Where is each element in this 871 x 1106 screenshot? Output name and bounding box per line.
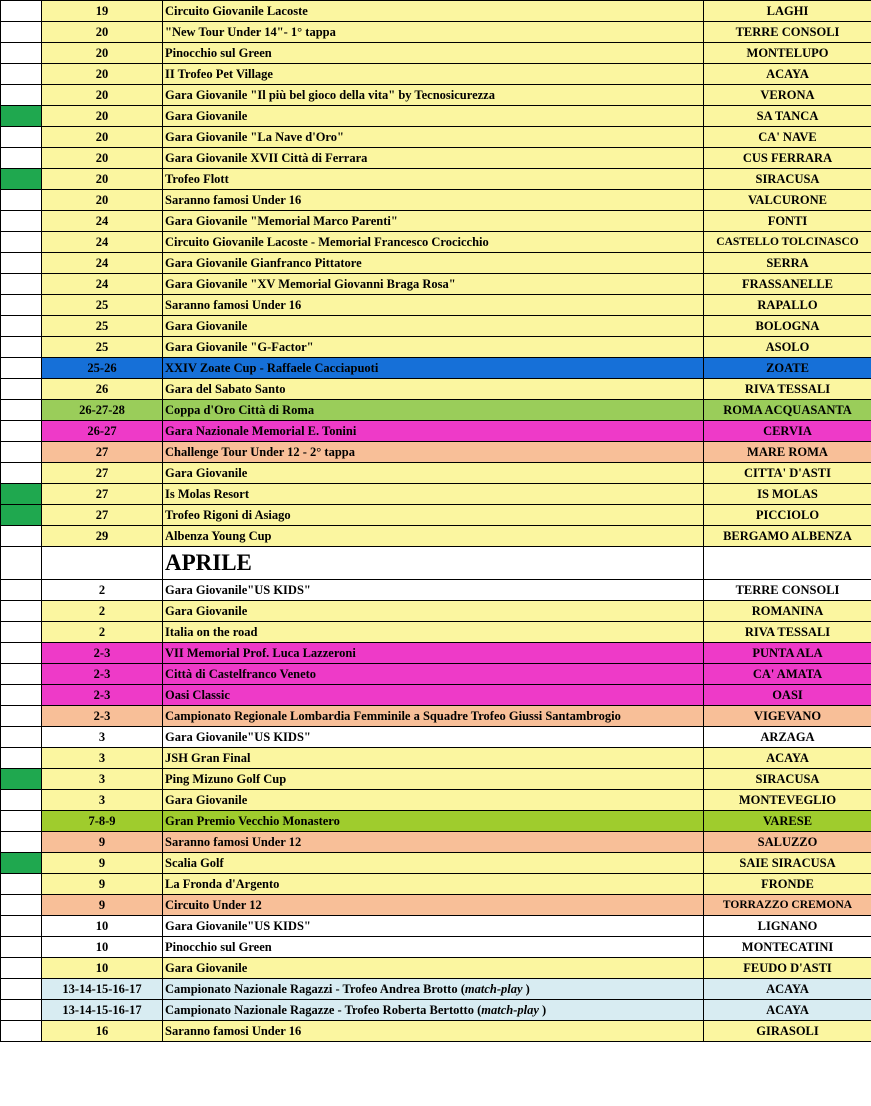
event-name: Gara Giovanile	[163, 601, 704, 622]
event-club: BOLOGNA	[704, 316, 871, 337]
event-row	[1, 622, 871, 643]
flag-cell	[1, 916, 42, 937]
event-club: ACAYA	[704, 748, 871, 769]
event-name: II Trofeo Pet Village	[163, 64, 704, 85]
event-club: MARE ROMA	[704, 442, 871, 463]
event-row	[1, 421, 871, 442]
event-name: Gara del Sabato Santo	[163, 379, 704, 400]
flag-cell	[1, 22, 42, 43]
flag-cell	[1, 421, 42, 442]
event-date: 2-3	[42, 664, 163, 685]
event-club: ASOLO	[704, 337, 871, 358]
event-name: Campionato Nazionale Ragazzi - Trofeo Andrea Brotto (match-play )	[163, 979, 704, 1000]
event-name: Gara Giovanile "XV Memorial Giovanni Braga Rosa"	[163, 274, 704, 295]
event-name: Gara Giovanile	[163, 790, 704, 811]
event-date: 2-3	[42, 643, 163, 664]
flag-cell	[1, 274, 42, 295]
event-club: RIVA TESSALI	[704, 379, 871, 400]
event-name: Scalia Golf	[163, 853, 704, 874]
event-date: 20	[42, 106, 163, 127]
event-name: Trofeo Rigoni di Asiago	[163, 505, 704, 526]
event-club: TERRE CONSOLI	[704, 22, 871, 43]
event-club: TORRAZZO CREMONA	[704, 895, 871, 916]
event-row	[1, 580, 871, 601]
event-row	[1, 664, 871, 685]
event-club: VERONA	[704, 85, 871, 106]
event-row	[1, 790, 871, 811]
flag-cell	[1, 706, 42, 727]
event-date: 27	[42, 442, 163, 463]
event-club: ZOATE	[704, 358, 871, 379]
event-date: 27	[42, 484, 163, 505]
event-date: 20	[42, 22, 163, 43]
event-row	[1, 727, 871, 748]
flag-cell	[1, 748, 42, 769]
event-date: 9	[42, 895, 163, 916]
event-name: Gran Premio Vecchio Monastero	[163, 811, 704, 832]
flag-cell	[1, 190, 42, 211]
date-cell	[42, 547, 163, 580]
event-name: JSH Gran Final	[163, 748, 704, 769]
flag-cell	[1, 664, 42, 685]
flag-cell	[1, 127, 42, 148]
event-row	[1, 358, 871, 379]
event-club: ACAYA	[704, 979, 871, 1000]
flag-cell	[1, 85, 42, 106]
event-row	[1, 295, 871, 316]
event-name: Gara Giovanile"US KIDS"	[163, 727, 704, 748]
event-date: 25	[42, 295, 163, 316]
event-date: 25-26	[42, 358, 163, 379]
event-row	[1, 1021, 871, 1042]
event-date: 2	[42, 580, 163, 601]
event-club: FEUDO D'ASTI	[704, 958, 871, 979]
event-name: Trofeo Flott	[163, 169, 704, 190]
event-name: Gara Giovanile "La Nave d'Oro"	[163, 127, 704, 148]
event-row	[1, 505, 871, 526]
event-name: Ping Mizuno Golf Cup	[163, 769, 704, 790]
event-club: MONTECATINI	[704, 937, 871, 958]
event-name: Is Molas Resort	[163, 484, 704, 505]
event-name: Circuito Giovanile Lacoste - Memorial Francesco Crocicchio	[163, 232, 704, 253]
event-row	[1, 601, 871, 622]
event-club: CA' AMATA	[704, 664, 871, 685]
event-date: 29	[42, 526, 163, 547]
event-date: 25	[42, 316, 163, 337]
flag-cell	[1, 463, 42, 484]
event-date: 24	[42, 232, 163, 253]
calendar-body	[1, 1, 871, 1042]
event-row	[1, 64, 871, 85]
event-date: 9	[42, 853, 163, 874]
event-club: OASI	[704, 685, 871, 706]
event-date: 3	[42, 727, 163, 748]
event-date: 20	[42, 43, 163, 64]
event-name: Circuito Under 12	[163, 895, 704, 916]
event-name: Gara Giovanile"US KIDS"	[163, 580, 704, 601]
event-club: MONTELUPO	[704, 43, 871, 64]
event-club: SIRACUSA	[704, 769, 871, 790]
event-name: Oasi Classic	[163, 685, 704, 706]
event-name: Campionato Regionale Lombardia Femminile a Squadre Trofeo Giussi Santambrogio	[163, 706, 704, 727]
event-row	[1, 400, 871, 421]
event-name: Gara Giovanile "Memorial Marco Parenti"	[163, 211, 704, 232]
flag-cell	[1, 685, 42, 706]
event-name: Gara Giovanile "Il più bel gioco della vita" by Tecnosicurezza	[163, 85, 704, 106]
event-row	[1, 274, 871, 295]
event-club: FONTI	[704, 211, 871, 232]
event-name: Gara Giovanile Gianfranco Pittatore	[163, 253, 704, 274]
flag-cell	[1, 400, 42, 421]
event-name: La Fronda d'Argento	[163, 874, 704, 895]
event-date: 10	[42, 916, 163, 937]
event-date: 13-14-15-16-17	[42, 979, 163, 1000]
event-row	[1, 442, 871, 463]
event-date: 3	[42, 769, 163, 790]
event-row	[1, 937, 871, 958]
event-row	[1, 748, 871, 769]
flag-cell	[1, 832, 42, 853]
event-name: Coppa d'Oro Città di Roma	[163, 400, 704, 421]
event-club: ACAYA	[704, 1000, 871, 1021]
flag-cell	[1, 937, 42, 958]
event-date: 13-14-15-16-17	[42, 1000, 163, 1021]
event-name: Campionato Nazionale Ragazze - Trofeo Roberta Bertotto (match-play )	[163, 1000, 704, 1021]
flag-cell	[1, 1000, 42, 1021]
event-name: Challenge Tour Under 12 - 2° tappa	[163, 442, 704, 463]
event-club: CERVIA	[704, 421, 871, 442]
flag-cell	[1, 979, 42, 1000]
event-club: SALUZZO	[704, 832, 871, 853]
event-date: 19	[42, 1, 163, 22]
event-club: LIGNANO	[704, 916, 871, 937]
event-name: "New Tour Under 14"- 1° tappa	[163, 22, 704, 43]
event-row	[1, 1, 871, 22]
flag-cell	[1, 358, 42, 379]
club-cell	[704, 547, 871, 580]
event-date: 2-3	[42, 706, 163, 727]
event-row	[1, 106, 871, 127]
event-row	[1, 526, 871, 547]
event-date: 2-3	[42, 685, 163, 706]
event-name: Pinocchio sul Green	[163, 937, 704, 958]
event-date: 2	[42, 622, 163, 643]
flag-cell	[1, 580, 42, 601]
event-club: VIGEVANO	[704, 706, 871, 727]
event-name: Gara Giovanile	[163, 316, 704, 337]
event-club: CASTELLO TOLCINASCO	[704, 232, 871, 253]
event-club: ROMA ACQUASANTA	[704, 400, 871, 421]
flag-cell	[1, 853, 42, 874]
event-row	[1, 127, 871, 148]
month-header-row	[1, 547, 871, 580]
event-club: BERGAMO ALBENZA	[704, 526, 871, 547]
event-club: IS MOLAS	[704, 484, 871, 505]
flag-cell	[1, 43, 42, 64]
flag-cell	[1, 643, 42, 664]
event-club: PUNTA ALA	[704, 643, 871, 664]
event-date: 7-8-9	[42, 811, 163, 832]
event-name: Italia on the road	[163, 622, 704, 643]
event-club: CUS FERRARA	[704, 148, 871, 169]
event-club: FRASSANELLE	[704, 274, 871, 295]
month-title: APRILE	[163, 547, 704, 580]
event-row	[1, 43, 871, 64]
event-date: 24	[42, 211, 163, 232]
event-row	[1, 685, 871, 706]
event-date: 9	[42, 874, 163, 895]
event-name: Saranno famosi Under 12	[163, 832, 704, 853]
flag-cell	[1, 790, 42, 811]
event-row	[1, 706, 871, 727]
event-club: RIVA TESSALI	[704, 622, 871, 643]
event-date: 24	[42, 274, 163, 295]
event-date: 3	[42, 748, 163, 769]
event-row	[1, 1000, 871, 1021]
event-club: SAIE SIRACUSA	[704, 853, 871, 874]
flag-cell	[1, 874, 42, 895]
event-date: 25	[42, 337, 163, 358]
event-row	[1, 895, 871, 916]
flag-cell	[1, 622, 42, 643]
flag-cell	[1, 811, 42, 832]
event-date: 27	[42, 463, 163, 484]
event-row	[1, 769, 871, 790]
event-row	[1, 22, 871, 43]
event-date: 20	[42, 85, 163, 106]
event-row	[1, 316, 871, 337]
event-name: Gara Giovanile	[163, 958, 704, 979]
event-club: VARESE	[704, 811, 871, 832]
event-club: CA' NAVE	[704, 127, 871, 148]
event-name: Gara Giovanile	[163, 106, 704, 127]
event-row	[1, 874, 871, 895]
event-name: Gara Giovanile "G-Factor"	[163, 337, 704, 358]
event-row	[1, 190, 871, 211]
event-club: ROMANINA	[704, 601, 871, 622]
event-row	[1, 379, 871, 400]
event-row	[1, 463, 871, 484]
flag-cell	[1, 253, 42, 274]
event-name: Gara Giovanile XVII Città di Ferrara	[163, 148, 704, 169]
event-club: SIRACUSA	[704, 169, 871, 190]
flag-cell	[1, 601, 42, 622]
flag-cell	[1, 148, 42, 169]
event-date: 9	[42, 832, 163, 853]
event-date: 27	[42, 505, 163, 526]
event-date: 20	[42, 169, 163, 190]
event-club: ACAYA	[704, 64, 871, 85]
event-name: Gara Nazionale Memorial E. Tonini	[163, 421, 704, 442]
event-date: 20	[42, 148, 163, 169]
event-row	[1, 643, 871, 664]
flag-cell	[1, 295, 42, 316]
event-name: Pinocchio sul Green	[163, 43, 704, 64]
flag-cell	[1, 547, 42, 580]
event-club: PICCIOLO	[704, 505, 871, 526]
event-name: Saranno famosi Under 16	[163, 190, 704, 211]
event-club: SA TANCA	[704, 106, 871, 127]
event-club: ARZAGA	[704, 727, 871, 748]
flag-cell	[1, 484, 42, 505]
event-name: Albenza Young Cup	[163, 526, 704, 547]
flag-cell	[1, 316, 42, 337]
event-club: TERRE CONSOLI	[704, 580, 871, 601]
flag-cell	[1, 769, 42, 790]
flag-cell	[1, 442, 42, 463]
event-name: Circuito Giovanile Lacoste	[163, 1, 704, 22]
event-name: Città di Castelfranco Veneto	[163, 664, 704, 685]
event-date: 26-27-28	[42, 400, 163, 421]
event-row	[1, 211, 871, 232]
event-row	[1, 148, 871, 169]
event-date: 10	[42, 958, 163, 979]
event-row	[1, 232, 871, 253]
event-club: RAPALLO	[704, 295, 871, 316]
event-name: Saranno famosi Under 16	[163, 295, 704, 316]
event-date: 20	[42, 64, 163, 85]
event-name: Gara Giovanile	[163, 463, 704, 484]
event-row	[1, 85, 871, 106]
event-club: VALCURONE	[704, 190, 871, 211]
event-date: 20	[42, 190, 163, 211]
flag-cell	[1, 958, 42, 979]
event-club: CITTA' D'ASTI	[704, 463, 871, 484]
event-date: 24	[42, 253, 163, 274]
event-club: MONTEVEGLIO	[704, 790, 871, 811]
event-row	[1, 484, 871, 505]
event-row	[1, 916, 871, 937]
flag-cell	[1, 1021, 42, 1042]
event-row	[1, 811, 871, 832]
flag-cell	[1, 64, 42, 85]
event-row	[1, 958, 871, 979]
flag-cell	[1, 1, 42, 22]
event-name: VII Memorial Prof. Luca Lazzeroni	[163, 643, 704, 664]
flag-cell	[1, 505, 42, 526]
event-date: 26	[42, 379, 163, 400]
event-name: XXIV Zoate Cup - Raffaele Cacciapuoti	[163, 358, 704, 379]
event-club: FRONDE	[704, 874, 871, 895]
event-date: 10	[42, 937, 163, 958]
event-date: 20	[42, 127, 163, 148]
event-date: 26-27	[42, 421, 163, 442]
flag-cell	[1, 895, 42, 916]
flag-cell	[1, 727, 42, 748]
event-club: SERRA	[704, 253, 871, 274]
event-row	[1, 853, 871, 874]
event-row	[1, 832, 871, 853]
flag-cell	[1, 526, 42, 547]
flag-cell	[1, 379, 42, 400]
event-date: 3	[42, 790, 163, 811]
event-row	[1, 337, 871, 358]
event-date: 2	[42, 601, 163, 622]
event-row	[1, 169, 871, 190]
event-name: Saranno famosi Under 16	[163, 1021, 704, 1042]
event-date: 16	[42, 1021, 163, 1042]
flag-cell	[1, 169, 42, 190]
event-row	[1, 253, 871, 274]
flag-cell	[1, 337, 42, 358]
event-club: LAGHI	[704, 1, 871, 22]
flag-cell	[1, 232, 42, 253]
flag-cell	[1, 106, 42, 127]
event-row	[1, 979, 871, 1000]
event-club: GIRASOLI	[704, 1021, 871, 1042]
flag-cell	[1, 211, 42, 232]
event-name: Gara Giovanile"US KIDS"	[163, 916, 704, 937]
